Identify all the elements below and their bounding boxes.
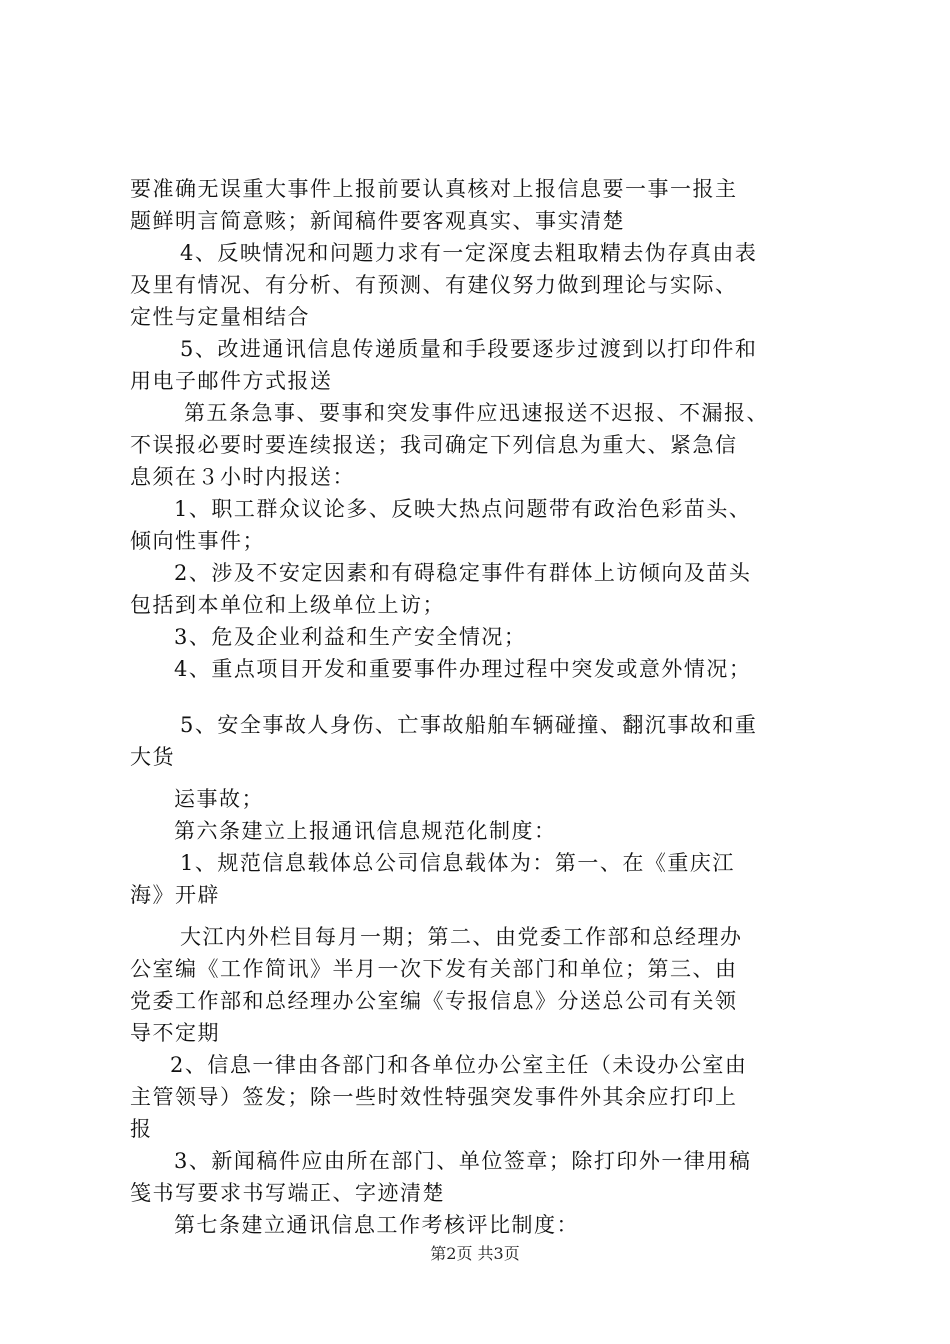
text-line: 要准确无误重大事件上报前要认真核对上报信息要一事一报主: [130, 177, 738, 201]
text-line: 3、新闻稿件应由所在部门、单位签章；除打印外一律用稿: [174, 1149, 752, 1173]
text-line: 不误报必要时要连续报送；我司确定下列信息为重大、紧急信: [130, 433, 738, 457]
text-line: 4、重点项目开发和重要事件办理过程中突发或意外情况；: [174, 657, 752, 681]
text-line: 1、职工群众议论多、反映大热点问题带有政治色彩苗头、: [174, 497, 752, 521]
text-line: 第五条急事、要事和突发事件应迅速报送不迟报、不漏报、: [184, 401, 769, 425]
text-line: 导不定期: [130, 1021, 220, 1045]
text-line: 党委工作部和总经理办公室编《专报信息》分送总公司有关领: [130, 989, 738, 1013]
text-line: 5、改进通讯信息传递质量和手段要逐步过渡到以打印件和: [180, 337, 758, 361]
text-line: 公室编《工作简讯》半月一次下发有关部门和单位；第三、由: [130, 957, 738, 981]
document-body: [130, 173, 830, 1241]
text-line: 第六条建立上报通讯信息规范化制度：: [174, 819, 557, 843]
text-line: 第七条建立通讯信息工作考核评比制度：: [174, 1213, 579, 1237]
text-line: 用电子邮件方式报送: [130, 369, 333, 393]
text-line: 主管领导）签发；除一些时效性特强突发事件外其余应打印上: [130, 1085, 738, 1109]
text-line: 2、涉及不安定因素和有碍稳定事件有群体上访倾向及苗头: [174, 561, 752, 585]
text-line: 海》开辟: [130, 883, 220, 907]
text-line: 大江内外栏目每月一期；第二、由党委工作部和总经理办: [180, 925, 743, 949]
paragraph-gap: [130, 685, 830, 709]
text-line: 2、信息一律由各部门和各单位办公室主任（未设办公室由: [170, 1053, 748, 1077]
text-line: 定性与定量相结合: [130, 305, 310, 329]
text-line: 笺书写要求书写端正、字迹清楚: [130, 1181, 445, 1205]
text-line: 包括到本单位和上级单位上访；: [130, 593, 445, 617]
page-number-footer: 第2页 共3页: [430, 1244, 520, 1263]
text-line: 4、反映情况和问题力求有一定深度去粗取精去伪存真由表: [180, 241, 758, 265]
text-line: 及里有情况、有分析、有预测、有建仪努力做到理论与实际、: [130, 273, 738, 297]
text-line: 1、规范信息载体总公司信息载体为：第一、在《重庆江: [180, 851, 735, 875]
paragraph-gap: [130, 773, 830, 783]
text-line: 题鲜明言简意赅；新闻稿件要客观真实、事实清楚: [130, 209, 625, 233]
paragraph-gap: [130, 911, 830, 921]
text-line: 运事故；: [174, 787, 264, 811]
text-line: 报: [130, 1117, 153, 1141]
text-line: 倾向性事件；: [130, 529, 265, 553]
text-line: 3、危及企业利益和生产安全情况；: [174, 625, 527, 649]
text-line: 大货: [130, 745, 175, 769]
text-line: 息须在３小时内报送：: [130, 465, 355, 489]
text-line: 5、安全事故人身伤、亡事故船舶车辆碰撞、翻沉事故和重: [180, 713, 758, 737]
